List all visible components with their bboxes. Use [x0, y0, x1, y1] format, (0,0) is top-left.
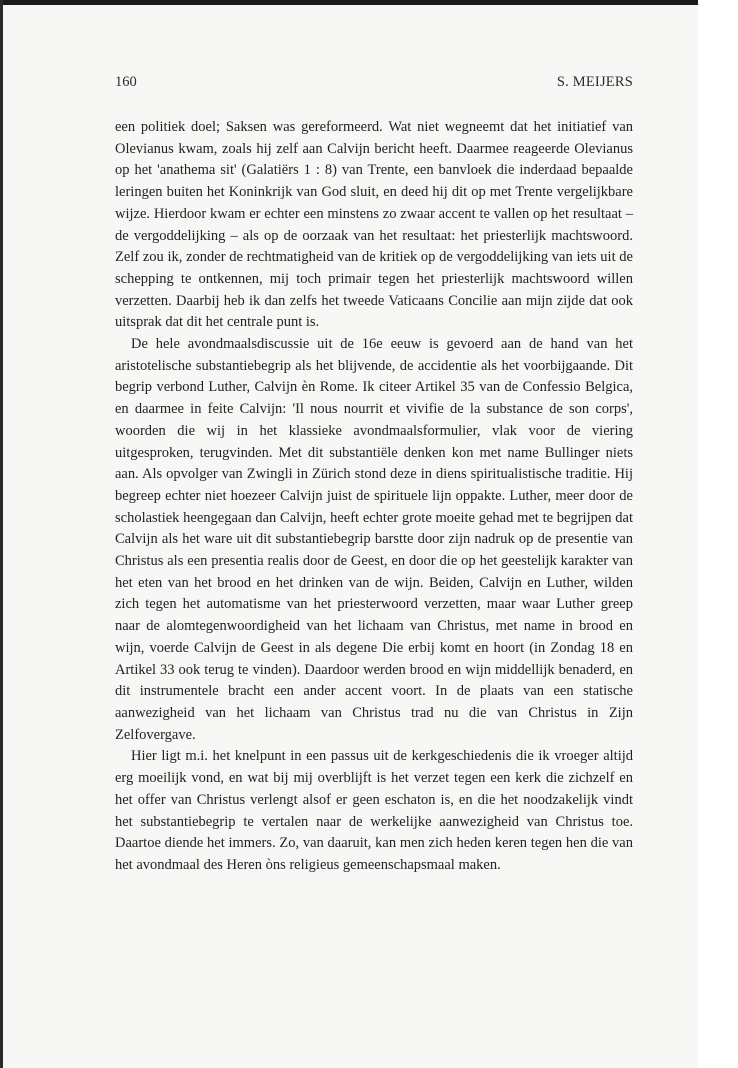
body-text: [115, 117, 633, 877]
paragraph-knelpunt: Hier ligt m.i. het knelpunt in een passus uit de kerkgeschiedenis die ik vroeger altijd erg moeilijk vond, en wat bij mij overblijft is het verzet tegen een kerk die zichzelf en het offer van Christus verlengt alsof er geen eschaton is, en die het noodzakelijk vindt het substantiebegrip te vertalen naar de werkelijke aanwezigheid van Christus toe. Daartoe diende het immers. Zo, van daaruit, kan men zich heden keren tegen hen die van het avondmaal des Heren òns religieus gemeenschapsmaal maken.: [115, 748, 633, 873]
page-header: [115, 74, 633, 96]
scan-right-margin: [698, 0, 738, 1068]
paragraph-continuation: een politiek doel; Saksen was gereformeerd. Wat niet wegneemt dat het initiatief van Olevianus kwam, zoals hij zelf aan Calvijn bericht heeft. Daarmee reageerde Olevianus op het 'anathema sit' (Galatiërs 1 : 8) van Trente, een banvloek die inderdaad bepaalde leringen buiten het Koninkrijk van God sluit, en deed hij dit op met Trente vergelijkbare wijze. Hierdoor kwam er echter een minstens zo zwaar accent te vallen op het resultaat – de vergoddelijking – als op de oorzaak van het resultaat: het priesterlijk machtswoord. Zelf zou ik, zonder de rechtmatigheid van de kritiek op de vergoddelijking van iets uit de schepping te ontkennen, mij toch primair tegen het priesterlijk machtswoord willen verzetten. Daarbij heb ik dan zelfs het tweede Vaticaans Concilie aan mijn zijde dat ook uitsprak dat dit het centrale punt is.: [115, 119, 633, 331]
running-head-author: S. MEIJERS: [556, 74, 633, 90]
page-number: 160: [115, 74, 137, 90]
paragraph-avondmaalsdiscussie: De hele avondmaalsdiscussie uit de 16e eeuw is gevoerd aan de hand van het aristotelische substantiebegrip als het blijvende, de accidentie als het voorbijgaande. Dit begrip verbond Luther, Calvijn èn Rome. Ik citeer Artikel 35 van de Confessio Belgica, en daarmee in feite Calvijn: 'Il nous nourrit et vivifie de la substance de son corps', woorden die wij in het klassieke avondmaalsformulier, vlak voor de viering uitgesproken, terugvinden. Met dit substantiële denken kon met name Bullinger niets aan. Als opvolger van Zwingli in Zürich stond deze in diens spiritualistische traditie. Hij begreep echter niet hoezeer Calvijn juist de spirituele lijn oppakte. Luther, meer door de scholastiek heengegaan dan Calvijn, heeft echter grote moeite gehad met te begrijpen dat Calvijn als het ware uit dit substantiebegrip barstte door zijn nadruk op de presentie van Christus als een presentia realis door de Geest, en door die op het geestelijk karakter van het eten van het brood en het drinken van de wijn. Beiden, Calvijn en Luther, wilden zich tegen het automatisme van het priesterwoord verzetten, maar waar Luther greep naar de alomtegenwoordigheid van het lichaam van Christus, met name in brood en wijn, voerde Calvijn de Geest in als degene Die erbij komt en hoort (in Zondag 18 en Artikel 33 ook terug te vinden). Daardoor werden brood en wijn middellijk benaderd, en dit instrumentele bracht een ander accent voort. In de plaats van een statische aanwezigheid van het lichaam van Christus trad nu die van Christus in Zijn Zelfovergave.: [115, 336, 633, 743]
